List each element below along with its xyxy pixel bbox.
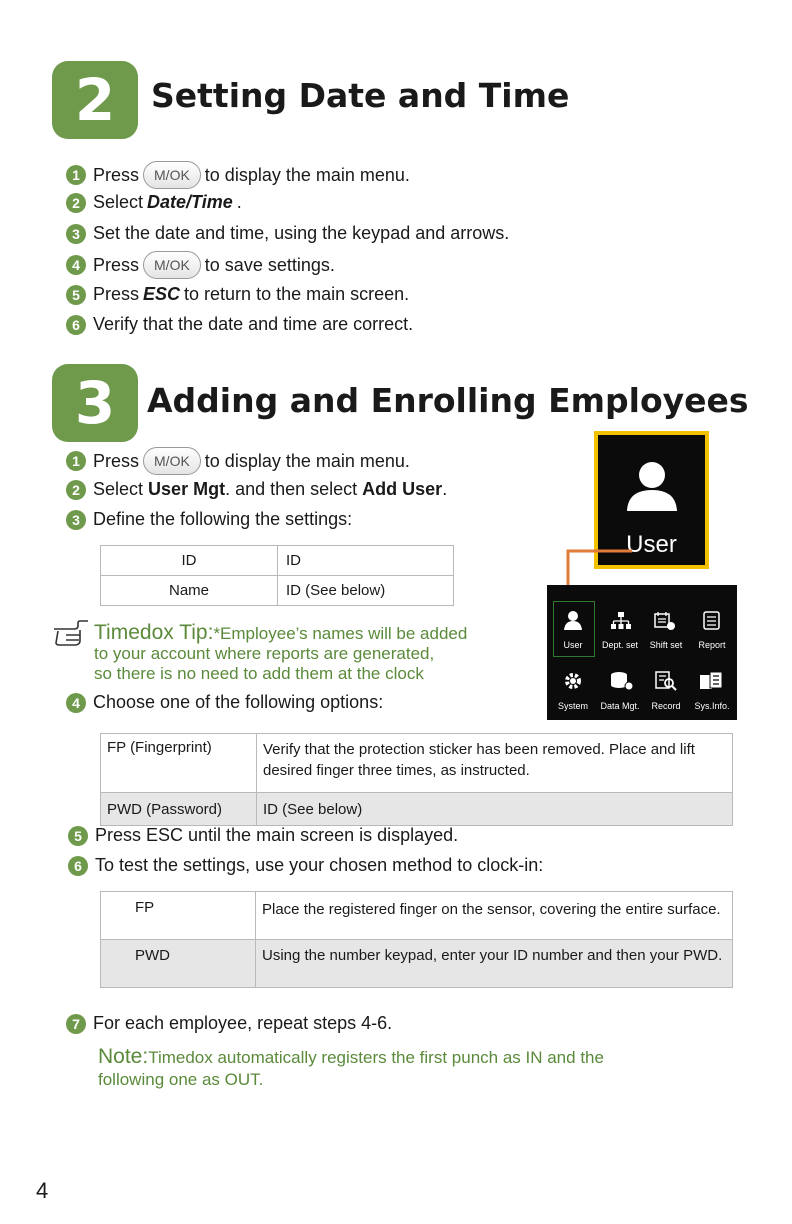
table-row bbox=[101, 793, 733, 826]
table-row bbox=[101, 734, 733, 793]
table-cell: Name bbox=[101, 576, 278, 606]
note-block bbox=[98, 1045, 604, 1069]
menu-label: Record bbox=[651, 701, 681, 711]
note-text: following one as OUT. bbox=[98, 1070, 264, 1089]
menu-item-name: User Mgt bbox=[148, 479, 226, 499]
step-text: Set the date and time, using the keypad and arrows. bbox=[93, 223, 510, 243]
step-item bbox=[66, 192, 242, 213]
section-title: Adding and Enrolling Employees bbox=[147, 381, 749, 420]
step-item bbox=[66, 447, 410, 475]
step-text: . bbox=[236, 192, 242, 212]
section-title: Setting Date and Time bbox=[151, 76, 570, 115]
step-text: . and then select bbox=[225, 479, 358, 499]
menu-label: User bbox=[563, 640, 583, 650]
step-text: . bbox=[442, 479, 448, 499]
gear-icon bbox=[563, 671, 583, 691]
tip-block bbox=[94, 621, 467, 645]
section-number-badge: 2 bbox=[52, 61, 138, 139]
step-text: Verify that the date and time are correct. bbox=[93, 314, 414, 334]
device-menu-screen bbox=[547, 585, 737, 720]
step-number: 4 bbox=[66, 255, 86, 275]
table-row bbox=[101, 576, 454, 606]
m-ok-key-icon: M/OK bbox=[143, 447, 201, 475]
step-text: to display the main menu. bbox=[204, 450, 410, 471]
step-text: For each employee, repeat steps 4-6. bbox=[93, 1013, 393, 1033]
table-cell: Using the number keypad, enter your ID number and then your PWD. bbox=[256, 940, 733, 988]
step-text: Press ESC until the main screen is displayed. bbox=[95, 825, 459, 845]
table-cell: PWD (Password) bbox=[101, 793, 257, 826]
step-item bbox=[66, 314, 413, 335]
step-text: Define the following the settings: bbox=[93, 509, 353, 529]
esc-key-label: ESC bbox=[143, 284, 181, 304]
step-item bbox=[66, 223, 509, 244]
user-icon bbox=[563, 610, 583, 630]
step-item bbox=[66, 479, 447, 500]
tip-text: *Employee’s names will be added bbox=[213, 624, 468, 643]
note-title: Note: bbox=[98, 1045, 149, 1068]
tip-text: so there is no need to add them at the clock bbox=[94, 664, 424, 683]
report-icon bbox=[703, 611, 721, 631]
table-cell: ID bbox=[278, 546, 454, 576]
system-info-icon bbox=[699, 671, 723, 691]
step-text: to save settings. bbox=[204, 254, 335, 275]
step-item bbox=[66, 692, 383, 713]
step-number: 1 bbox=[66, 451, 86, 471]
table-cell: ID (See below) bbox=[257, 793, 733, 826]
step-number: 3 bbox=[66, 510, 86, 530]
settings-table bbox=[100, 545, 454, 606]
step-number: 5 bbox=[66, 285, 86, 305]
menu-item-name: Date/Time bbox=[147, 192, 233, 212]
step-item bbox=[66, 251, 335, 279]
table-row bbox=[101, 546, 454, 576]
tip-text: to your account where reports are generated, bbox=[94, 644, 435, 663]
step-text: Press bbox=[93, 284, 140, 304]
record-search-icon bbox=[655, 671, 677, 691]
table-cell: ID bbox=[101, 546, 278, 576]
department-icon bbox=[611, 612, 631, 630]
step-text: Choose one of the following options: bbox=[93, 692, 384, 712]
step-item bbox=[66, 161, 410, 189]
table-cell: FP (Fingerprint) bbox=[101, 734, 257, 793]
step-text: Select bbox=[93, 192, 144, 212]
step-number: 5 bbox=[68, 826, 88, 846]
step-text: to display the main menu. bbox=[204, 164, 410, 185]
table-cell: PWD bbox=[101, 940, 256, 988]
note-text: Timedox automatically registers the first punch as IN and the bbox=[148, 1048, 604, 1067]
step-number: 1 bbox=[66, 165, 86, 185]
pointing-hand-icon bbox=[52, 617, 92, 647]
table-row bbox=[101, 940, 733, 988]
menu-label: Report bbox=[698, 640, 726, 650]
step-number: 2 bbox=[66, 480, 86, 500]
table-cell: Verify that the protection sticker has been removed. Place and lift desired finger three times, as instructed. bbox=[257, 734, 733, 793]
step-text: Select bbox=[93, 479, 144, 499]
step-text: To test the settings, use your chosen method to clock-in: bbox=[95, 855, 544, 875]
step-text: to return to the main screen. bbox=[184, 284, 410, 304]
step-text: Press bbox=[93, 450, 140, 471]
menu-label: Sys.Info. bbox=[694, 701, 730, 711]
section-number-badge: 3 bbox=[52, 364, 138, 442]
table-cell: Place the registered finger on the sensor, covering the entire surface. bbox=[256, 892, 733, 940]
database-gear-icon bbox=[610, 671, 634, 691]
step-number: 6 bbox=[68, 856, 88, 876]
menu-label: System bbox=[557, 701, 588, 711]
m-ok-key-icon: M/OK bbox=[143, 161, 201, 189]
step-number: 3 bbox=[66, 224, 86, 244]
calendar-gear-icon bbox=[654, 611, 676, 631]
tip-title: Timedox Tip: bbox=[94, 621, 214, 644]
options-table bbox=[100, 733, 733, 826]
step-item bbox=[68, 855, 543, 876]
user-label: User bbox=[626, 531, 677, 558]
menu-item-name: Add User bbox=[362, 479, 443, 499]
step-text: Press bbox=[93, 164, 140, 185]
clockin-table bbox=[100, 891, 733, 988]
step-number: 2 bbox=[66, 193, 86, 213]
step-item bbox=[66, 284, 409, 305]
step-number: 7 bbox=[66, 1014, 86, 1034]
menu-label: Data Mgt. bbox=[600, 701, 640, 711]
table-cell: ID (See below) bbox=[278, 576, 454, 606]
step-number: 6 bbox=[66, 315, 86, 335]
page-number: 4 bbox=[36, 1178, 49, 1203]
table-row bbox=[101, 892, 733, 940]
user-icon bbox=[622, 455, 682, 515]
menu-label: Shift set bbox=[649, 640, 683, 650]
step-text: Press bbox=[93, 254, 140, 275]
table-cell: FP bbox=[101, 892, 256, 940]
step-item bbox=[68, 825, 458, 846]
step-item bbox=[66, 1013, 392, 1034]
step-number: 4 bbox=[66, 693, 86, 713]
m-ok-key-icon: M/OK bbox=[143, 251, 201, 279]
menu-label: Dept. set bbox=[601, 640, 639, 650]
step-item bbox=[66, 509, 352, 530]
